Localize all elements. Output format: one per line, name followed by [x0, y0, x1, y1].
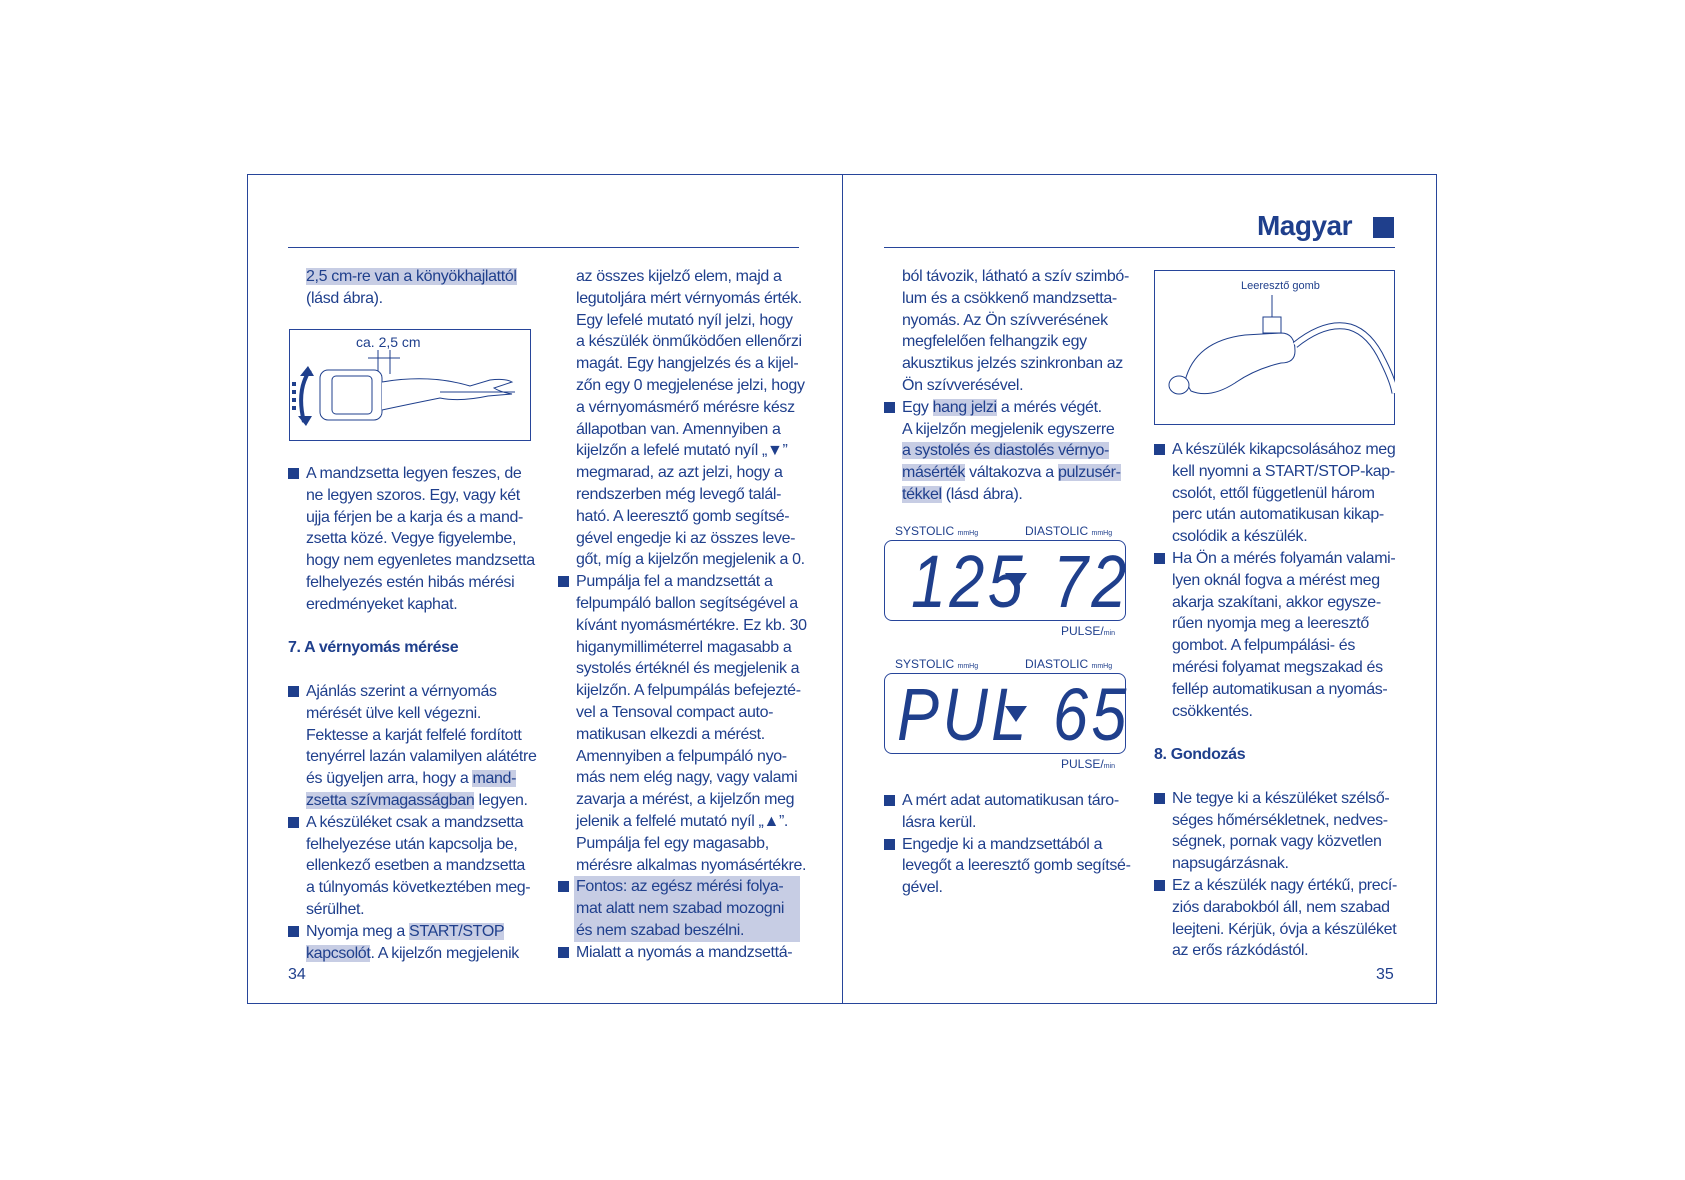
- lcd-display-1: [884, 540, 1130, 623]
- text-line: lásra kerül.: [902, 813, 977, 831]
- highlight-text: kapcsolót: [306, 944, 371, 962]
- text-line: megfelelően felhangzik egy: [902, 333, 1087, 351]
- text-line: gével.: [902, 879, 943, 897]
- text-line: [288, 768, 538, 790]
- text-line: [288, 943, 538, 965]
- text-line: kívánt nyomásmértékre. Ez kb. 30: [576, 616, 807, 634]
- label-text: DIASTOLIC: [1025, 524, 1089, 538]
- text-line: Fontos: az egész mérési folya-: [576, 878, 784, 896]
- text-line: mat alatt nem szabad mozogni: [576, 900, 785, 918]
- lcd1-pulse-label: [1061, 624, 1115, 638]
- text-line: a készülék önműködően ellenőrzi: [576, 333, 802, 351]
- text-line: gével engedje ki az összes leve-: [576, 529, 796, 547]
- text-line: rendszerben még levegő talál-: [576, 485, 782, 503]
- highlight-text: START/STOP: [409, 922, 505, 940]
- text-line: csolót, ettől függetlenül három: [1172, 484, 1375, 502]
- text-line: akarja szakítani, akkor egysze-: [1172, 593, 1381, 611]
- unit-text: mmHg: [957, 530, 979, 537]
- bullet-item: [1154, 788, 1404, 810]
- lcd-systolic-value: 125: [911, 540, 1027, 623]
- text-line: A készüléket csak a mandzsetta: [306, 813, 524, 831]
- right-header-rule: [884, 247, 1395, 248]
- text-line: [288, 790, 538, 812]
- text-line: Pumpálja fel a mandzsettát a: [576, 573, 773, 591]
- text-line: A mandzsetta legyen feszes, de: [306, 465, 522, 482]
- left-header-rule: [288, 247, 799, 248]
- text-line: Egy lefelé mutató nyíl jelzi, hogy: [576, 311, 793, 329]
- text-line: gombot. A felpumpálási- és: [1172, 637, 1356, 655]
- text-line: Ha Ön a mérés folyamán valami-: [1172, 549, 1396, 567]
- unit-text: min: [1103, 763, 1115, 770]
- text-line: A kijelzőn megjelenik egyszerre: [902, 420, 1115, 438]
- lcd1-systolic-label: [895, 524, 978, 538]
- text-line: csökkentés.: [1172, 702, 1253, 720]
- text-line: Amennyiben a felpumpáló nyo-: [576, 747, 787, 765]
- text-line: felhelyezés estén hibás mérési: [306, 573, 515, 591]
- text-line: ujja férjen be a karja és a mand-: [306, 508, 524, 526]
- bullet-item: [558, 571, 808, 593]
- text-line: systolés értéknél és megjelenik a: [576, 660, 800, 678]
- label-text: SYSTOLIC: [895, 657, 955, 671]
- text-line: kijelzőn a lefelé mutató nyíl „▼”: [576, 442, 788, 460]
- text-line: Ön szívverésével.: [902, 376, 1024, 394]
- bullet-item: [884, 790, 1134, 812]
- text-line: levegőt a leeresztő gomb segítsé-: [902, 857, 1131, 875]
- text-line: magát. Egy hangjelzés és a kijel-: [576, 355, 799, 373]
- text-line: jelenik a felfelé mutató nyíl „▲”.: [576, 812, 789, 830]
- unit-text: mmHg: [1091, 530, 1113, 537]
- text-line: lum és a csökkenő mandzsetta-: [902, 289, 1117, 307]
- text-line: [884, 462, 1134, 484]
- text-span: váltakozva a: [965, 464, 1058, 482]
- bullet-item: [884, 397, 1134, 419]
- bullet-item: [1154, 875, 1404, 897]
- column-3-bottom: [884, 790, 1134, 899]
- bulb-figure: [1154, 270, 1395, 425]
- text-line: A készülék kikapcsolásához meg: [1172, 441, 1396, 458]
- section-heading: 8. Gondozás: [1154, 746, 1246, 764]
- highlight-text: zsetta szívmagasságban: [306, 791, 475, 809]
- unit-text: mmHg: [1091, 663, 1113, 670]
- text-line: A mért adat automatikusan táro-: [902, 792, 1119, 809]
- highlight-text: tékkel: [902, 485, 942, 503]
- text-line: Ajánlás szerint a vérnyomás: [306, 682, 497, 700]
- down-arrow-icon: [1005, 706, 1027, 722]
- text-span: Egy: [902, 398, 933, 416]
- highlight-text: másérték: [902, 464, 965, 482]
- text-line: mérési folyamat megszakad és: [1172, 658, 1383, 676]
- text-line: ból távozik, látható a szív szimbó-: [902, 268, 1129, 285]
- column-4: [1154, 439, 1404, 962]
- text-line: sérülhet.: [306, 900, 365, 918]
- text-line: hogy nem egyenletes mandzsetta: [306, 552, 535, 570]
- bullet-item: [558, 876, 800, 898]
- text-line: fellép automatikusan a nyomás-: [1172, 680, 1388, 698]
- text-span: Nyomja meg a: [306, 922, 410, 940]
- inflation-bulb-illustration: [1155, 271, 1395, 425]
- text-span: és ügyeljen arra, hogy a: [306, 770, 473, 788]
- text-line: legutoljára mért vérnyomás érték.: [576, 289, 802, 307]
- text-line: lyen oknál fogva a mérést meg: [1172, 571, 1380, 589]
- highlight-text: hang jelzi: [932, 398, 997, 416]
- text-line: perc után automatikusan kikap-: [1172, 506, 1384, 524]
- text-line: Engedje ki a mandzsettából a: [902, 835, 1103, 853]
- important-note-box: [574, 876, 800, 941]
- language-title: Magyar: [1256, 210, 1352, 241]
- text-line: kijelzőn. A felpumpálás befejezté-: [576, 682, 801, 700]
- text-line: a vérnyomásmérő mérésre kész: [576, 398, 795, 416]
- text-line: az erős rázkódástól.: [1172, 942, 1309, 960]
- lcd2-systolic-label: [895, 657, 978, 671]
- bullet-item: [288, 921, 538, 943]
- bullet-item: [1154, 548, 1404, 570]
- arm-cuff-illustration: [290, 330, 530, 440]
- text-span: a mérés végét.: [996, 398, 1102, 416]
- column-3: [884, 266, 1134, 506]
- text-line: higanymilliméterrel magasabb a: [576, 638, 792, 656]
- lcd-diastolic-value: 72: [1053, 540, 1130, 623]
- text-line: megmarad, az azt jelzi, hogy a: [576, 464, 783, 482]
- bullet-item: [884, 834, 1134, 856]
- text-line: állapotban van. Amennyiben a: [576, 420, 781, 438]
- label-text: PULSE/: [1061, 624, 1104, 638]
- text-span: . A kijelzőn megjelenik: [370, 944, 519, 962]
- label-text: PULSE/: [1061, 757, 1104, 771]
- text-line: zsetta közé. Vegye figyelembe,: [306, 530, 517, 548]
- label-text: SYSTOLIC: [895, 524, 955, 538]
- text-line: (lásd ábra).: [306, 289, 383, 307]
- text-line: eredményeket kaphat.: [306, 595, 458, 613]
- text-line: és nem szabad beszélni.: [576, 921, 745, 939]
- highlight-text: a systolés és diastolés vérnyo-: [902, 442, 1110, 460]
- unit-text: min: [1103, 630, 1115, 637]
- column-1-body: [288, 463, 538, 964]
- lcd-pul-text: PUL: [897, 673, 1030, 756]
- text-line: csolódik a készülék.: [1172, 528, 1308, 546]
- text-line: leejteni. Kérjük, óvja a készüléket: [1172, 920, 1397, 938]
- lcd-display-2: [884, 673, 1130, 756]
- text-line: más nem elég nagy, vagy valami: [576, 769, 798, 787]
- highlight-text: mand-: [472, 770, 517, 788]
- label-text: DIASTOLIC: [1025, 657, 1089, 671]
- text-line: rűen nyomja meg a leeresztő: [1172, 615, 1369, 633]
- text-line: matikusan elkezdi a mérést.: [576, 725, 765, 743]
- unit-text: mmHg: [957, 663, 979, 670]
- lcd2-diastolic-label: [1025, 657, 1112, 671]
- text-line: ne legyen szoros. Egy, vagy két: [306, 486, 520, 504]
- bullet-item: [288, 463, 538, 485]
- text-line: [884, 440, 1134, 462]
- figure-label: ca. 2,5 cm: [356, 334, 421, 350]
- bullet-item: [288, 812, 538, 834]
- text-line: a túlnyomás következtében meg-: [306, 879, 531, 897]
- page-number-left: 34: [288, 966, 306, 983]
- text-line: Mialatt a nyomás a mandzsettá-: [576, 943, 793, 961]
- text-line: napsugárzásnak.: [1172, 855, 1289, 873]
- bullet-item: [288, 681, 538, 703]
- highlight-text: 2,5 cm-re van a könyökhajlattól: [306, 268, 517, 285]
- text-span: (lásd ábra).: [941, 485, 1023, 503]
- text-line: ható. A leeresztő gomb segítsé-: [576, 507, 790, 525]
- arm-cuff-figure: [289, 329, 531, 441]
- text-line: vel a Tensoval compact auto-: [576, 703, 774, 721]
- bullet-item: [558, 942, 808, 964]
- bullet-item: [1154, 439, 1404, 461]
- text-line: az összes kijelző elem, majd a: [576, 268, 782, 285]
- page-spine: [842, 174, 843, 1004]
- highlight-text: pulzusér-: [1057, 464, 1121, 482]
- text-line: ségnek, pornak vagy közvetlen: [1172, 833, 1382, 851]
- lcd2-pulse-label: [1061, 757, 1115, 771]
- text-line: Fektesse a karját felfelé fordított: [306, 726, 522, 744]
- text-line: mérését ülve kell végezni.: [306, 704, 481, 722]
- text-line: mérésre alkalmas nyomásértékre.: [576, 856, 807, 874]
- text-line: Ez a készülék nagy értékű, precí-: [1172, 876, 1398, 894]
- text-line: ellenkező esetben a mandzsetta: [306, 857, 525, 875]
- text-line: [884, 484, 1134, 506]
- text-line: akusztikus jelzés szinkronban az: [902, 355, 1123, 373]
- figure-label: Leeresztő gomb: [1241, 280, 1320, 292]
- lcd-pulse-value: 65: [1053, 673, 1130, 756]
- lcd1-diastolic-label: [1025, 524, 1112, 538]
- text-line: kell nyomni a START/STOP-kap-: [1172, 462, 1395, 480]
- text-line: zavarja a mérést, a kijelzőn meg: [576, 791, 795, 809]
- page-number-right: 35: [1376, 966, 1394, 983]
- text-line: ziós darabokból áll, nem szabad: [1172, 898, 1390, 916]
- text-line: tenyérrel lazán valamilyen alátétre: [306, 748, 537, 766]
- section-heading: 7. A vérnyomás mérése: [288, 639, 459, 657]
- text-line: Pumpálja fel egy magasabb,: [576, 834, 769, 852]
- text-line: zőn egy 0 megjelenése jelzi, hogy: [576, 376, 805, 394]
- text-line: felpumpáló ballon segítségével a: [576, 594, 798, 612]
- column-1: [288, 266, 538, 310]
- text-line: Ne tegye ki a készüléket szélső-: [1172, 789, 1390, 807]
- text-line: séges hőmérsékletnek, nedves-: [1172, 811, 1388, 829]
- column-2: [558, 266, 808, 964]
- title-square-icon: [1373, 217, 1394, 238]
- text-span: legyen.: [474, 791, 528, 809]
- text-line: nyomás. Az Ön szívverésének: [902, 311, 1108, 329]
- text-line: felhelyezése után kapcsolja be,: [306, 835, 518, 853]
- text-line: gőt, míg a kijelzőn megjelenik a 0.: [576, 551, 805, 569]
- down-arrow-icon: [1005, 573, 1027, 589]
